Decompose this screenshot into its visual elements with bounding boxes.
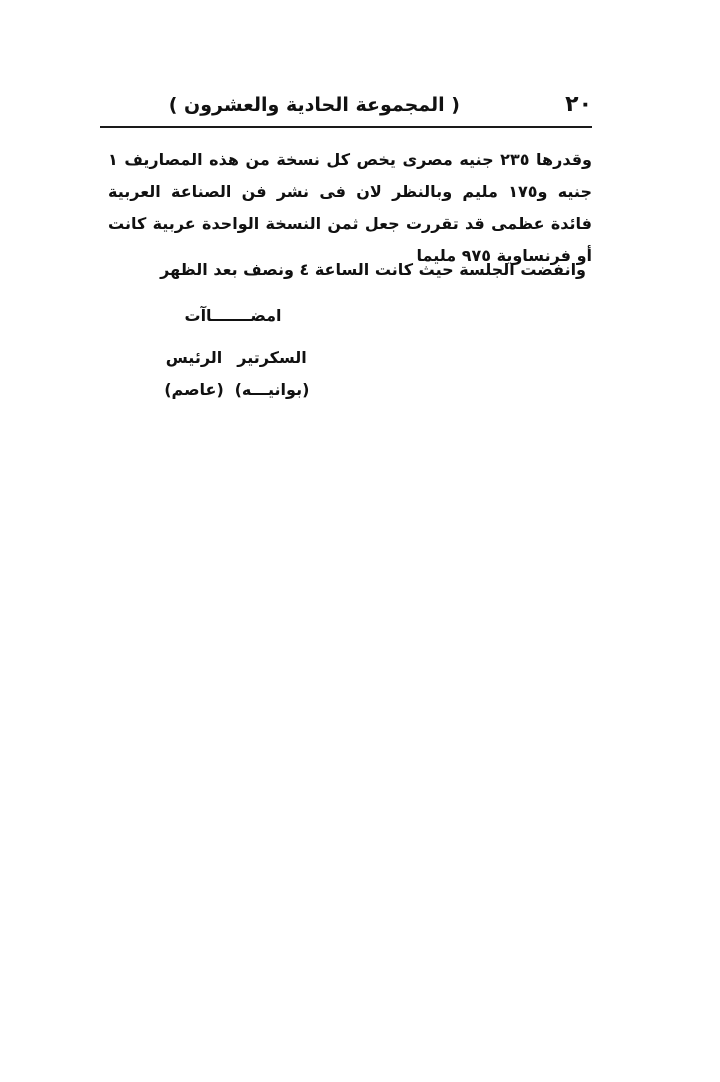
header-rule	[100, 126, 592, 128]
president-signature	[154, 342, 234, 406]
running-title: ( المجموعة الحادية والعشرون )	[168, 94, 460, 116]
body-paragraph-block	[108, 144, 592, 272]
body-paragraph: وقدرها ٢٣٥ جنيه مصرى يخص كل نسخة من هذه المصاريف ١ جنيه و١٧٥ مليم وبالنظر لان فى نشر فن الصناعة العربية فائدة عظمى قد تقررت جعل ثمن النسخة الواحدة عربية كانت أو فرنساوية ٩٧٥ مليما	[108, 150, 592, 265]
secretary-name: (بوانيـــه)	[234, 380, 310, 399]
president-title: الرئيس	[165, 348, 223, 367]
page-header	[100, 92, 600, 126]
signatures-heading: امضـــــــاآت	[184, 306, 282, 325]
secretary-title: السكرتير	[237, 348, 307, 367]
secretary-signature	[232, 342, 312, 406]
president-name: (عاصم)	[164, 380, 224, 399]
page-number: ٢٠	[565, 92, 592, 117]
closing-line: وانفضت الجلسة حيث كانت الساعة ٤ ونصف بعد الظهر	[160, 260, 586, 279]
